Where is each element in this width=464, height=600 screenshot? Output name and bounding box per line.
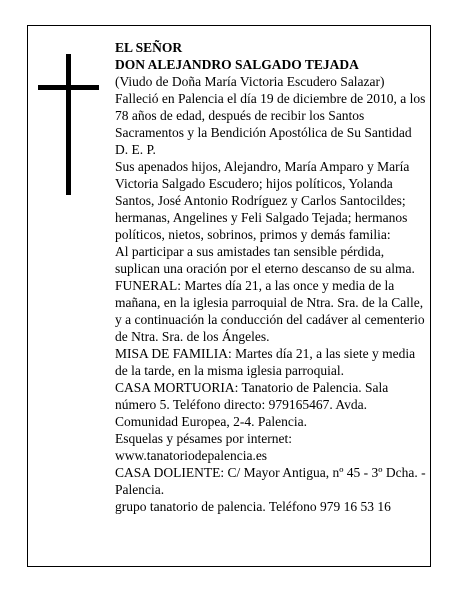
family-mass-info: MISA DE FAMILIA: Martes día 21, a las siete y media de la tarde, en la misma iglesia parroquial. (115, 346, 416, 378)
internet-notice: Esquelas y pésames por internet: (115, 431, 292, 446)
funeral-home-info: CASA MORTUORIA: Tanatorio de Palencia. Sala número 5. Teléfono directo: 979165467. Avda. Comunidad Europea, 2-4. Palencia. (115, 380, 389, 429)
cross-icon (66, 54, 71, 195)
widower-note: (Viudo de Doña María Victoria Escudero Salazar) (115, 74, 385, 89)
cross-icon-bar (38, 85, 99, 90)
deceased-name: DON ALEJANDRO SALGADO TEJADA (115, 57, 359, 72)
death-notice: Falleció en Palencia el día 19 de diciembre de 2010, a los 78 años de edad, después de recibir los Santos Sacramentos y la Bendición Apostólica de Su Santidad D. E. P. (115, 91, 426, 157)
heading-line-1: EL SEÑOR (115, 40, 183, 55)
group-phone: grupo tanatorio de palencia. Teléfono 979 16 53 16 (115, 499, 391, 514)
funeral-info: FUNERAL: Martes día 21, a las once y media de la mañana, en la iglesia parroquial de Ntra. Sra. de la Calle, y a continuación la conducción del cadáver al cementerio de Ntra. Sra. de los Ángeles. (115, 278, 425, 344)
obituary-text (115, 39, 427, 515)
prayer-request: Al participar a sus amistades tan sensible pérdida, suplican una oración por el eterno descanso de su alma. (115, 244, 415, 276)
website-link[interactable]: www.tanatoriodepalencia.es (115, 448, 268, 463)
family-list: Sus apenados hijos, Alejandro, María Amparo y María Victoria Salgado Escudero; hijos políticos, Yolanda Santos, José Antonio Rodríguez y Carlos Santocildes; hermanas, Angelines y Feli Salgado Tejada; hermanos políticos, nietos, sobrinos, primos y demás familia: (115, 159, 410, 242)
family-address: CASA DOLIENTE: C/ Mayor Antigua, nº 45 - 3º Dcha. - Palencia. (115, 465, 426, 497)
